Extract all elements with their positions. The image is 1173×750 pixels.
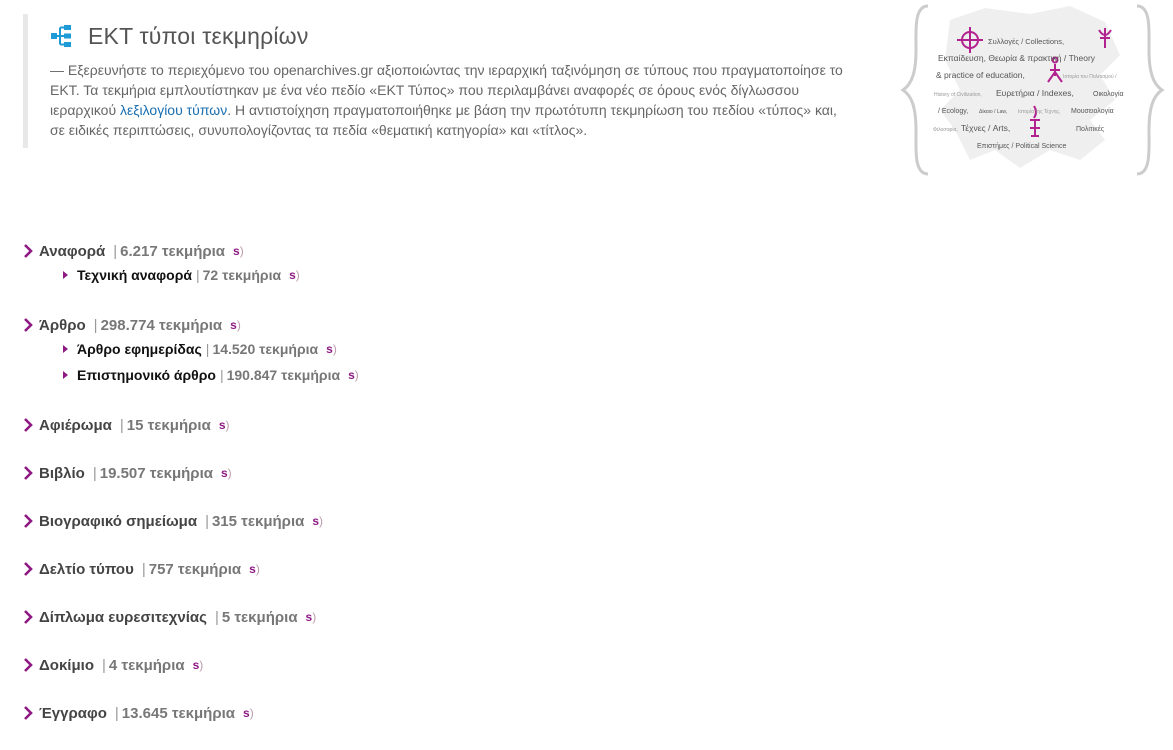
category-count: 5 τεκμήρια [221,608,298,626]
category-name[interactable]: Δελτίο τύπου [39,560,134,578]
separator: | [205,512,209,530]
svg-text:History of Civilization,: History of Civilization, [934,92,982,98]
category-block [23,240,723,288]
category-block [23,414,723,436]
rss-label: s [233,244,240,258]
rss-bracket: ) [227,466,232,480]
rss-feed-link[interactable] [249,562,260,576]
category-name[interactable]: Βιβλίο [39,464,85,482]
page-title: ΕΚΤ τύποι τεκμηρίων [88,22,309,49]
category-row[interactable] [23,462,723,484]
separator: | [114,704,119,722]
svg-text:Μουσειολογία: Μουσειολογία [1071,108,1114,115]
category-row[interactable] [23,654,723,676]
category-row[interactable] [23,510,723,532]
category-row[interactable] [23,414,723,436]
caret-right-icon [63,271,68,279]
svg-text:/ Ecology,: / Ecology, [938,108,969,115]
rss-bracket: ) [255,562,260,576]
subcategory-name[interactable]: Τεχνική αναφορά [77,267,192,283]
rss-bracket: ) [236,318,241,332]
rss-label: s [305,610,313,624]
svg-text:Οικολογία: Οικολογία [1093,91,1124,98]
chevron-right-icon [23,658,33,672]
category-row[interactable] [23,558,723,580]
hierarchy-tree-icon [50,24,74,48]
chevron-right-icon [23,562,33,576]
category-name[interactable]: Έγγραφο [39,704,107,722]
rss-bracket: ) [295,268,300,282]
rss-feed-link[interactable] [289,268,300,282]
svg-text:Πολιτικές: Πολιτικές [1076,126,1105,133]
subcategory-count: 72 τεκμήρια [202,267,282,283]
subcategory-name[interactable]: Άρθρο εφημερίδας [77,341,202,357]
category-count: 15 τεκμήρια [126,416,211,434]
separator: | [113,242,118,260]
chevron-right-icon [23,318,33,332]
separator: | [205,341,210,357]
subcategory-name[interactable]: Επιστημονικό άρθρο [77,367,216,383]
rss-label: s [289,268,296,282]
svg-text:Δίκαιο / Law,: Δίκαιο / Law, [979,109,1008,115]
rss-label: s [312,514,320,528]
rss-feed-link[interactable] [233,244,244,258]
category-name[interactable]: Αναφορά [39,242,106,260]
category-name[interactable]: Δίπλωμα ευρεσιτεχνίας [39,608,207,626]
svg-text:Τέχνες / Arts,: Τέχνες / Arts, [961,123,1011,133]
rss-feed-link[interactable] [193,658,204,672]
intro-panel [23,14,863,148]
subcategory-row[interactable] [63,262,723,288]
rss-bracket: ) [249,706,254,720]
svg-text:Επιστήμες / Political Science: Επιστήμες / Political Science [977,143,1067,150]
rss-feed-link[interactable] [243,706,254,720]
category-row[interactable] [23,606,723,628]
rss-bracket: ) [199,658,204,672]
category-block [23,558,723,580]
category-block [23,654,723,676]
rss-bracket: ) [239,244,244,258]
rss-label: s [243,706,250,720]
chevron-right-icon [23,706,33,720]
separator: | [214,608,219,626]
rss-bracket: ) [319,514,324,528]
separator: | [92,464,97,482]
category-count: 4 τεκμήρια [108,656,185,674]
category-name[interactable]: Άρθρο [39,316,86,334]
category-block [23,462,723,484]
svg-text:Φιλοσοφία,: Φιλοσοφία, [933,127,958,133]
category-count: 315 τεκμήρια [211,512,305,530]
category-name[interactable]: Δοκίμιο [39,656,94,674]
rss-label: s [230,318,237,332]
caret-right-icon [63,345,68,353]
rss-bracket: ) [312,610,317,624]
rss-label: s [220,466,228,480]
rss-feed-link[interactable] [230,318,241,332]
separator: | [219,367,224,383]
desc-text-1: — Εξερευνήστε το περιεχόμενο του openarchives.gr αξιοποιώντας την ιεραρχική ταξινόμηση σε τύπους που πραγματοποίησε το ΕΚΤ. Τα τεκμήρια εμπλουτίστηκαν με ένα νέο πεδίο «ΕΚΤ Τύπος» που περιλαμβάνει αναφορές σε όρους ενός δίγλωσσου ιεραρχικού [50,62,843,118]
page-heading [50,22,863,50]
category-count: 6.217 τεκμήρια [120,242,226,260]
category-row[interactable] [23,314,723,336]
category-block [23,606,723,628]
chevron-right-icon [23,418,33,432]
separator: | [141,560,146,578]
separator: | [195,267,200,283]
chevron-right-icon [23,514,33,528]
rss-label: s [249,562,256,576]
rss-label: s [192,658,200,672]
category-block [23,314,723,388]
rss-label: s [348,368,355,382]
openarchives-logo[interactable] [900,0,1165,180]
category-count: 13.645 τεκμήρια [121,704,236,722]
rss-feed-link[interactable] [312,514,323,528]
category-count: 298.774 τεκμήρια [100,316,223,334]
category-name[interactable]: Αφιέρωμα [39,416,112,434]
category-row[interactable] [23,240,723,262]
chevron-right-icon [23,466,33,480]
category-name[interactable]: Βιογραφικό σημείωμα [39,512,198,530]
chevron-right-icon [23,244,33,258]
svg-text:Ιστορία του Πολιτισμού /: Ιστορία του Πολιτισμού / [1063,74,1117,80]
rss-bracket: ) [354,368,359,382]
subcategory-count: 190.847 τεκμήρια [226,367,341,383]
category-count: 757 τεκμήρια [148,560,242,578]
category-block [23,510,723,532]
subcategory-count: 14.520 τεκμήρια [212,341,319,357]
desc-text-2: . Η αντιστοίχηση πραγματοποιήθηκε με βάση την πρωτότυπη τεκμηρίωση του πεδίου «τύπος» και, σε ειδικές περιπτώσεις, συνυπολογίζοντας τα πεδία «θεματική κατηγορία» και «τίτλος». [50,102,837,138]
rss-feed-link[interactable] [306,610,317,624]
svg-text:Ευρετήρια / Indexes,: Ευρετήρια / Indexes, [996,88,1074,98]
subcategory-row[interactable] [63,362,723,388]
chevron-right-icon [23,610,33,624]
svg-text:Συλλογές / Collections,: Συλλογές / Collections, [988,37,1065,46]
category-list [23,240,723,750]
rss-feed-link[interactable] [221,466,232,480]
separator: | [93,316,98,334]
separator: | [101,656,106,674]
rss-feed-link[interactable] [348,368,359,382]
rss-bracket: ) [332,342,337,356]
subcategory-row[interactable] [63,336,723,362]
rss-bracket: ) [225,418,230,432]
svg-text:Ιστορία της Τέχνης,: Ιστορία της Τέχνης, [1018,109,1061,115]
category-count: 19.507 τεκμήρια [99,464,213,482]
rss-label: s [218,418,226,432]
rss-feed-link[interactable] [326,342,337,356]
rss-label: s [326,342,333,356]
rss-feed-link[interactable] [219,418,230,432]
svg-text:Εκπαίδευση, Θεωρία & πρακτική: Εκπαίδευση, Θεωρία & πρακτική / Theory [938,53,1096,63]
separator: | [119,416,124,434]
caret-right-icon [63,371,68,379]
vocabulary-link[interactable]: λεξιλογίου τύπων [120,102,228,118]
intro-description [50,60,850,140]
svg-text:& practice of education,: & practice of education, [936,70,1025,80]
